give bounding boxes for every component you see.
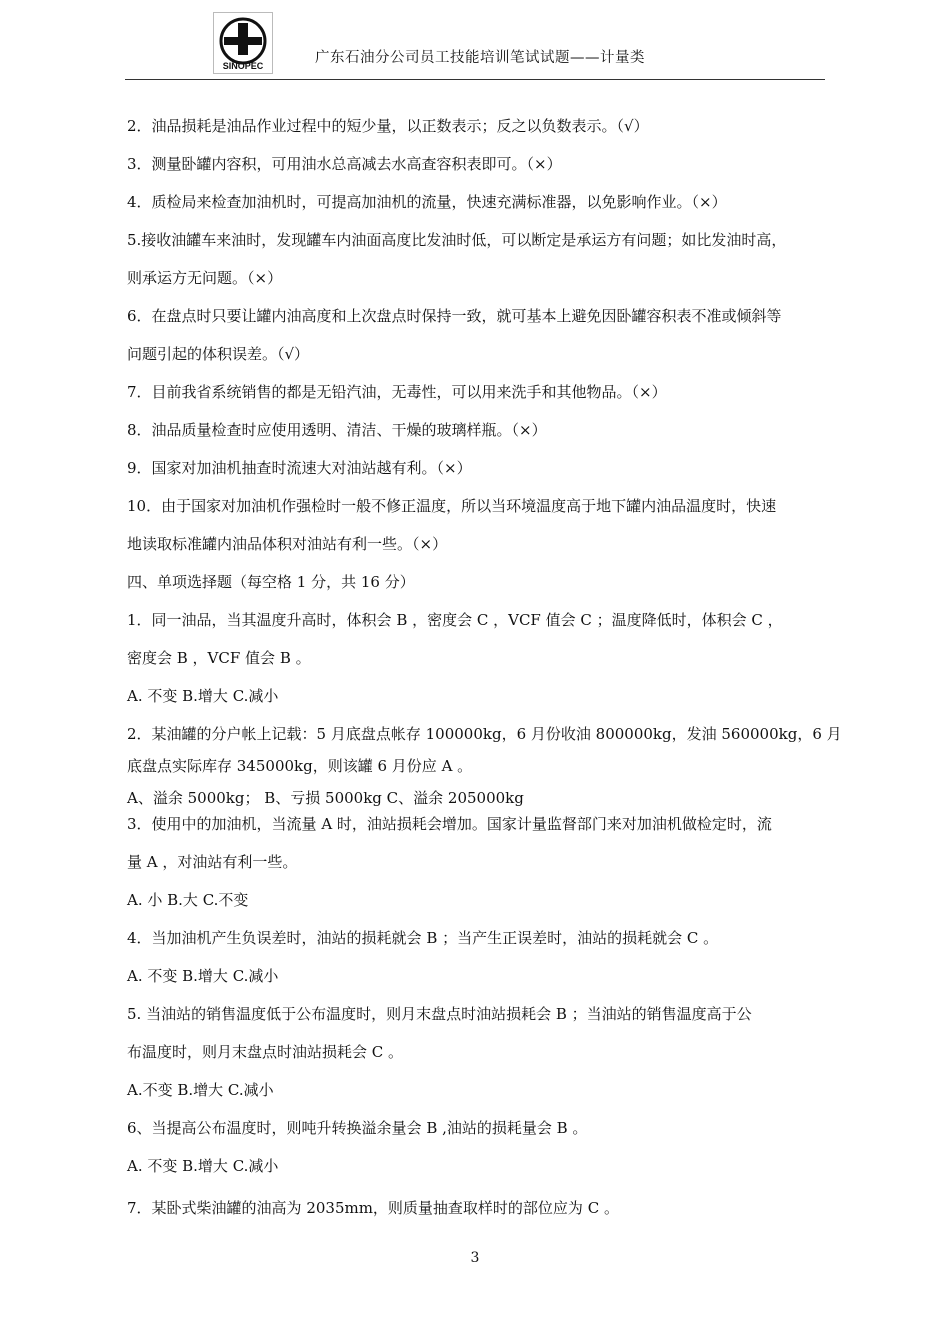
- text-line: 2．某油罐的分户帐上记载：5 月底盘点帐存 100000kg，6 月份收油 800000kg，发油 560000kg，6 月: [127, 725, 842, 743]
- text-line: 3．使用中的加油机，当流量 A 时，油站损耗会增加。国家计量监督部门来对加油机做检定时，流: [127, 815, 772, 833]
- text-line: 7．目前我省系统销售的都是无铅汽油，无毒性，可以用来洗手和其他物品。（×）: [127, 383, 667, 401]
- text-line: 问题引起的体积误差。（√）: [127, 345, 310, 363]
- text-line: 8．油品质量检查时应使用透明、清洁、干燥的玻璃样瓶。（×）: [127, 421, 547, 439]
- text-line: 7．某卧式柴油罐的油高为 2035mm，则质量抽查取样时的部位应为 C 。: [127, 1199, 619, 1217]
- text-line: 布温度时，则月末盘点时油站损耗会 C 。: [127, 1043, 404, 1061]
- text-line: 9．国家对加油机抽查时流速大对油站越有利。（×）: [127, 459, 472, 477]
- text-line: 4．质检局来检查加油机时，可提高加油机的流量，快速充满标准器，以免影响作业。（×）: [127, 193, 727, 211]
- text-line: 2．油品损耗是油品作业过程中的短少量，以正数表示；反之以负数表示。（√）: [127, 117, 649, 135]
- text-line: 密度会 B ，VCF 值会 B 。: [127, 649, 311, 667]
- text-line: 5. 当油站的销售温度低于公布温度时，则月末盘点时油站损耗会 B ；当油站的销售温度高于公: [127, 1005, 752, 1023]
- text-line: 6．在盘点时只要让罐内油高度和上次盘点时保持一致，就可基本上避免因卧罐容积表不准或倾斜等: [127, 307, 782, 325]
- page-number: 3: [470, 1250, 480, 1266]
- answer-options: A. 小 B.大 C.不变: [127, 891, 249, 909]
- text-line: 4．当加油机产生负误差时，油站的损耗就会 B ；当产生正误差时，油站的损耗就会 C 。: [127, 929, 719, 947]
- text-line: 6、当提高公布温度时，则吨升转换溢余量会 B ,油站的损耗量会 B 。: [127, 1119, 588, 1137]
- sinopec-logo: [213, 12, 273, 74]
- text-line: 量 A ，对油站有利一些。: [127, 853, 298, 871]
- answer-options: A、溢余 5000kg； B、亏损 5000kg C、溢余 205000kg: [127, 789, 524, 807]
- page-header: [0, 0, 950, 90]
- header-title: 广东石油分公司员工技能培训笔试试题——计量类: [315, 50, 645, 66]
- answer-options: A. 不变 B.增大 C.减小: [127, 687, 279, 705]
- header-divider: [125, 79, 825, 80]
- svg-text:SINOPEC: SINOPEC: [222, 61, 264, 71]
- text-line: 3．测量卧罐内容积，可用油水总高减去水高查容积表即可。（×）: [127, 155, 562, 173]
- answer-options: A. 不变 B.增大 C.减小: [127, 1157, 279, 1175]
- text-line: 1．同一油品，当其温度升高时，体积会 B ，密度会 C ，VCF 值会 C ；温度降低时，体积会 C ，: [127, 611, 783, 629]
- text-line: 地读取标准罐内油品体积对油站有利一些。（×）: [127, 535, 448, 553]
- text-line: 则承运方无问题。（×）: [127, 269, 283, 287]
- section-heading: 四、单项选择题（每空格 1 分，共 16 分）: [127, 573, 415, 591]
- answer-options: A. 不变 B.增大 C.减小: [127, 967, 279, 985]
- text-line: 5.接收油罐车来油时，发现罐车内油面高度比发油时低，可以断定是承运方有问题；如比发油时高，: [127, 231, 787, 249]
- answer-options: A.不变 B.增大 C.减小: [127, 1081, 274, 1099]
- text-line: 10．由于国家对加油机作强检时一般不修正温度，所以当环境温度高于地下罐内油品温度时，快速: [127, 497, 777, 515]
- text-line: 底盘点实际库存 345000kg，则该罐 6 月份应 A 。: [127, 757, 473, 775]
